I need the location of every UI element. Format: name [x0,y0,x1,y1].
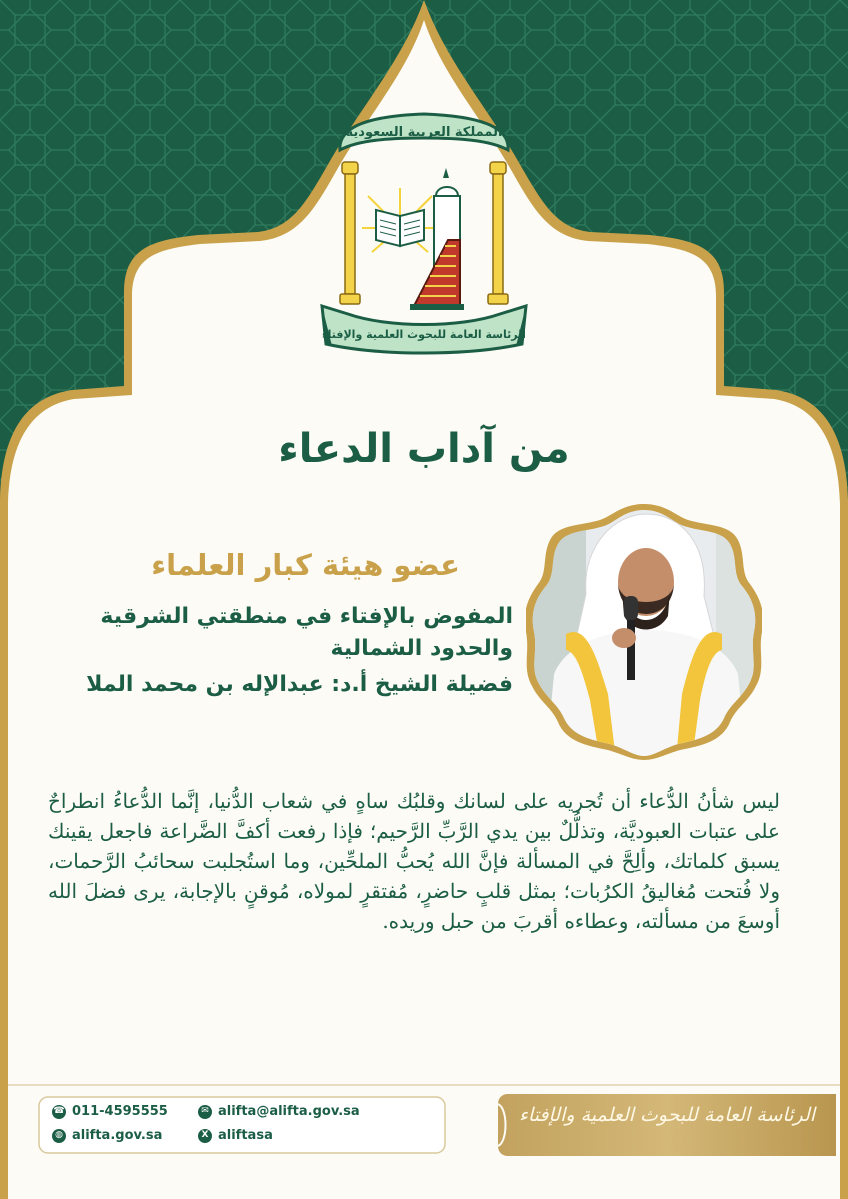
page-title: من آداب الدعاء [278,426,570,472]
logo-left-column [340,162,360,304]
logo-book-icon [376,210,424,246]
author-portrait [526,504,762,760]
contact-website[interactable] [52,1128,162,1143]
x-logo-icon: X [198,1129,212,1143]
email-icon: ✉ [198,1105,212,1119]
phone-number: 011-4595555 [72,1104,168,1119]
presidency-logo [318,100,530,358]
author-role: عضو هيئة كبار العلماء [151,548,460,582]
author-name: فضيلة الشيخ أ.د: عبدالإله بن محمد الملا [86,672,513,697]
contact-phone[interactable] [52,1104,168,1119]
author-position-line2: والحدود الشمالية [330,636,513,661]
contact-email[interactable] [198,1104,360,1119]
logo-right-column [488,162,508,304]
email-address: alifta@alifta.gov.sa [218,1104,360,1119]
footer-banner-text: الرئاسة العامة للبحوث العلمية والإفتاء [518,1104,816,1126]
contact-box [38,1096,446,1154]
globe-icon: ◍ [52,1129,66,1143]
logo-bottom-text: الرئاسة العامة للبحوث العلمية والإفتاء [322,328,526,341]
phone-icon: ☎ [52,1105,66,1119]
x-handle: aliftasa [218,1128,273,1143]
contact-x[interactable] [198,1128,273,1143]
author-position-line1: المفوض بالإفتاء في منطقتي الشرقية [100,604,513,629]
website-url: alifta.gov.sa [72,1128,163,1143]
body-paragraph: ليس شأنُ الدُّعاء أن تُجريه على لسانك وقلبُك ساهٍ في شعاب الدُّنيا، إنَّما الدُّعاءُ انطراحٌ على عتبات العبوديَّة، وتذلُّلٌ بين يدي الرَّبِّ الرَّحيم؛ فإذا رفعت أكفَّ الضَّراعة فاجعل يقينك يسبق كلماتك، وألِحَّ في المسألة فإنَّ الله يُحبُّ الملحِّين، وما استُجلبت سحائبُ الرَّحمات، ولا فُتحت مُغاليقُ الكرُبات؛ بمثل قلبٍ حاضرٍ، مُفتقرٍ لمولاه، مُوقنٍ بالإجابة، يرى فضلَ الله أوسعَ من مسألته، وعطاءه أقربَ من حبل وريده. [48,789,781,933]
logo-top-text: المملكة العربية السعودية [345,125,503,140]
